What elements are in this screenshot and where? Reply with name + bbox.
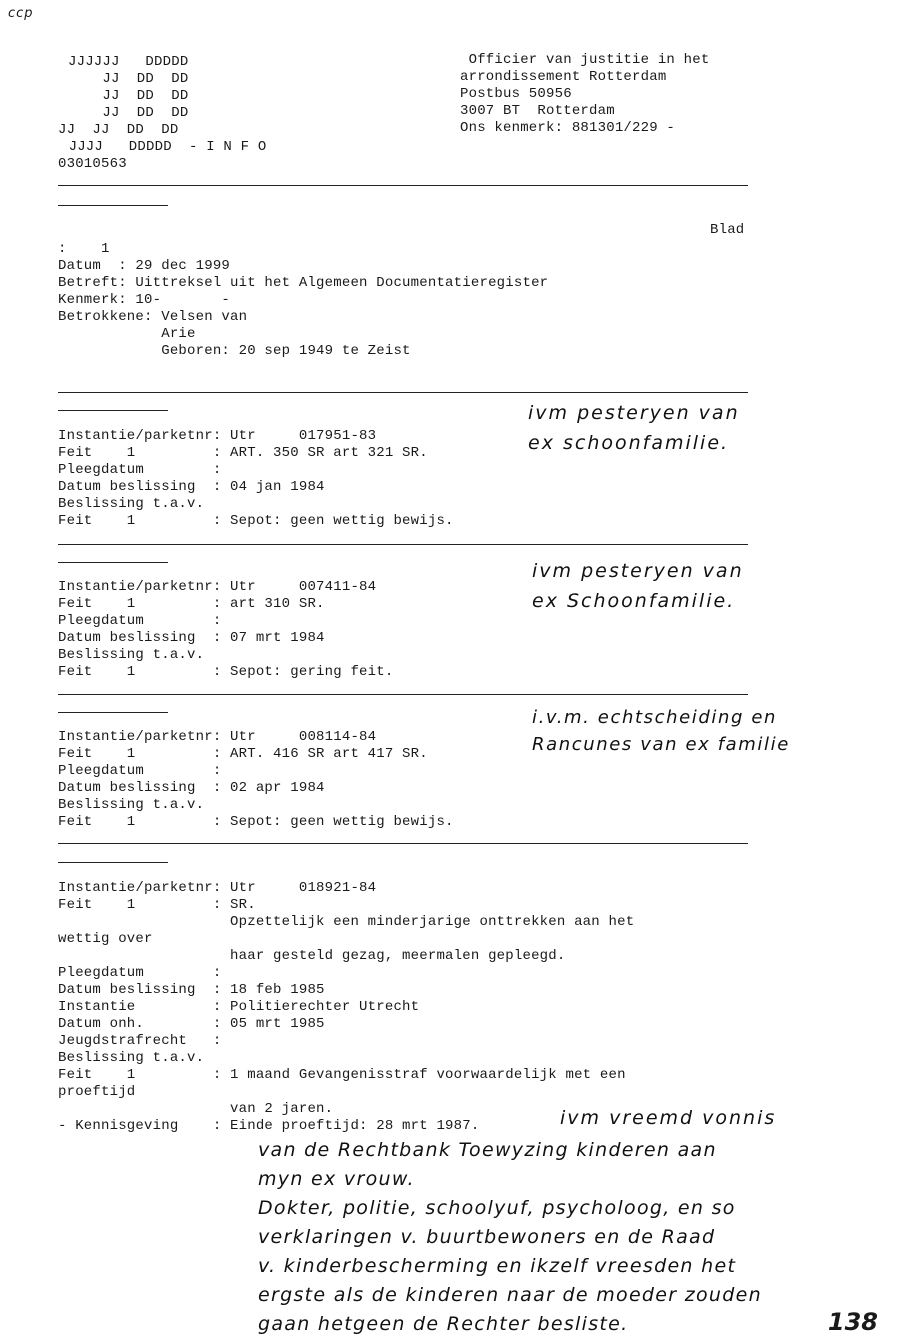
record-line: Jeugdstrafrecht : [58,1033,222,1049]
divider-short [58,410,168,411]
record-line: Instantie/parketnr: Utr 007411-84 [58,579,377,595]
record-4 [58,880,634,1135]
logo-line: JJ DD DD [68,105,189,121]
divider-short [58,562,168,563]
record-1 [58,428,454,530]
record-line: Feit 1 : ART. 350 SR art 321 SR. [58,445,428,461]
record-line: Feit 1 : SR. [58,897,256,913]
logo-line: JJJJ DDDDD - I N F O [60,139,267,155]
record-line: haar gesteld gezag, meermalen gepleegd. [58,948,566,964]
record-line: Feit 1 : art 310 SR. [58,596,325,612]
address-line: Postbus 50956 [460,86,572,102]
logo-line: 03010563 [58,156,127,172]
record-line: Feit 1 : Sepot: geen wettig bewijs. [58,814,454,830]
record-line: Instantie/parketnr: Utr 017951-83 [58,428,377,444]
handwritten-line: ex Schoonfamilie. [532,590,736,612]
address-block [460,52,709,137]
record-line: van 2 jaren. [58,1101,334,1117]
address-line: Ons kenmerk: 881301/229 - [460,120,676,136]
record-3 [58,729,454,831]
handwritten-line: Dokter, politie, schoolyuf, psycholoog, en so [258,1197,736,1219]
header-line: Betrokkene: Velsen van [58,309,248,325]
handwritten-line: i.v.m. echtscheiding en [532,707,778,728]
corner-mark: ccp [8,6,34,21]
logo-line: JJ JJ DD DD [58,122,179,138]
header-line: Geboren: 20 sep 1949 te Zeist [58,343,411,359]
divider-short [58,862,168,863]
record-line: Datum beslissing : 04 jan 1984 [58,479,325,495]
record-line: Pleegdatum : [58,965,222,981]
logo-line: JJ DD DD [68,88,189,104]
record-line: Feit 1 : ART. 416 SR art 417 SR. [58,746,428,762]
handwritten-line: gaan hetgeen de Rechter besliste. [258,1313,629,1335]
page-number: 138 [827,1308,878,1336]
record-line: Pleegdatum : [58,763,222,779]
record-line: Pleegdatum : [58,613,222,629]
header-line: : 1 [58,241,110,257]
record-line: Instantie : Politierechter Utrecht [58,999,420,1015]
logo-line: JJ DD DD [68,71,189,87]
header-line: Arie [58,326,196,342]
handwritten-line: ivm pesteryen van [528,402,740,424]
record-2 [58,579,393,681]
record-line: Pleegdatum : [58,462,222,478]
divider-long [58,392,748,393]
handwritten-note-3 [532,704,790,758]
handwritten-note-1 [528,398,740,458]
record-line: Feit 1 : 1 maand Gevangenisstraf voorwaardelijk met een [58,1067,626,1083]
record-line: - Kennisgeving : Einde proeftijd: 28 mrt 1987. [58,1118,480,1134]
handwritten-line: ex schoonfamilie. [528,432,730,454]
divider-short [58,712,168,713]
header-line: Kenmerk: 10- - [58,292,231,308]
record-line: Beslissing t.a.v. [58,496,205,512]
record-line: Instantie/parketnr: Utr 008114-84 [58,729,377,745]
record-line: Datum beslissing : 02 apr 1984 [58,780,325,796]
header-line: Betreft: Uittreksel uit het Algemeen Documentatieregister [58,275,549,291]
handwritten-line: Rancunes van ex familie [532,734,790,755]
record-line: Opzettelijk een minderjarige onttrekken aan het [58,914,635,930]
handwritten-line: myn ex vrouw. [258,1168,415,1190]
record-line: Feit 1 : Sepot: geen wettig bewijs. [58,513,454,529]
header-fields [58,241,548,360]
divider-long [58,185,748,186]
logo-line: JJJJJJ DDDDD [68,54,189,70]
blad-label: Blad [710,222,745,238]
record-line: proeftijd [58,1084,136,1100]
divider-short [58,205,168,206]
handwritten-note-2 [532,556,744,616]
handwritten-line: ergste als de kinderen naar de moeder zouden [258,1284,762,1306]
record-line: Beslissing t.a.v. [58,647,205,663]
handwritten-line: van de Rechtbank Toewyzing kinderen aan [258,1139,717,1161]
record-line: wettig over [58,931,153,947]
handwritten-line: ivm vreemd vonnis [560,1107,777,1129]
header-line: Datum : 29 dec 1999 [58,258,231,274]
record-line: Datum beslissing : 07 mrt 1984 [58,630,325,646]
handwritten-note-4-body [258,1136,762,1339]
divider-long [58,694,748,695]
logo-block [58,54,266,173]
record-line: Instantie/parketnr: Utr 018921-84 [58,880,377,896]
address-line: arrondissement Rotterdam [460,69,667,85]
handwritten-line: v. kinderbescherming en ikzelf vreesden het [258,1255,737,1277]
address-line: 3007 BT Rotterdam [460,103,615,119]
handwritten-note-4 [560,1104,776,1132]
address-line: Officier van justitie in het [460,52,710,68]
divider-long [58,843,748,844]
record-line: Datum onh. : 05 mrt 1985 [58,1016,325,1032]
record-line: Beslissing t.a.v. [58,797,205,813]
divider-long [58,544,748,545]
handwritten-line: ivm pesteryen van [532,560,744,582]
record-line: Feit 1 : Sepot: gering feit. [58,664,394,680]
record-line: Beslissing t.a.v. [58,1050,205,1066]
handwritten-line: verklaringen v. buurtbewoners en de Raad [258,1226,716,1248]
record-line: Datum beslissing : 18 feb 1985 [58,982,325,998]
